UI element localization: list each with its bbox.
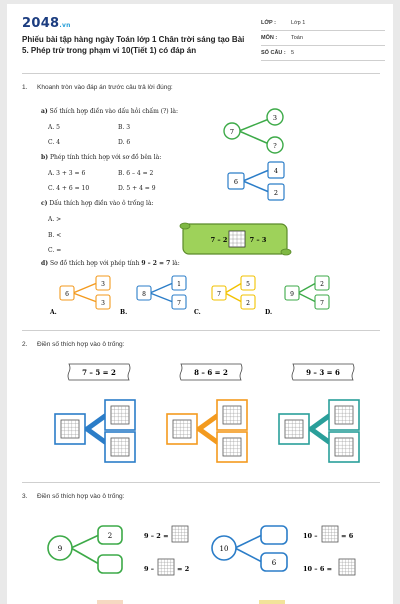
sub-expression: 9 – 2 = 7 xyxy=(141,260,171,267)
part-value: 4 xyxy=(273,167,279,175)
option-letter: B. xyxy=(120,309,128,316)
question-2-heading xyxy=(22,341,124,348)
whole-value: 6 xyxy=(65,291,69,298)
equation-2: 9 – xyxy=(144,565,155,573)
part-value: 6 xyxy=(271,559,277,567)
q1b-option-d[interactable]: D. 5 + 4 = 9 xyxy=(118,185,156,192)
expression-text: 7 – 5 = 2 xyxy=(82,368,116,377)
sub-text: Dấu thích hợp điền vào ô trống là: xyxy=(49,200,154,207)
q1b-option-a[interactable]: A. 3 + 3 = 6 xyxy=(48,170,86,177)
q2-diagram-1 xyxy=(55,400,135,462)
question-text: Khoanh tròn vào đáp án trước câu trả lời đúng: xyxy=(37,84,173,91)
q1a-option-d[interactable]: D. 6 xyxy=(118,139,131,146)
q3-right-diagram xyxy=(212,526,287,571)
equation-2: 10 – 6 = xyxy=(303,565,333,573)
option-letter: D. xyxy=(265,309,273,316)
q3-diagrams xyxy=(7,509,393,604)
question-number: 1. xyxy=(22,84,28,91)
answer-box[interactable] xyxy=(261,526,287,544)
part-value: 2 xyxy=(320,281,324,288)
part-value: 7 xyxy=(177,300,181,307)
q1c-option-a[interactable]: A. > xyxy=(48,216,62,223)
q1b-option-c[interactable]: C. 4 + 6 = 10 xyxy=(48,185,90,192)
equation-1: 9 – 2 = xyxy=(144,532,169,540)
whole-value: 9 xyxy=(57,545,63,553)
next-item-hint xyxy=(259,600,285,604)
option-letter: A. xyxy=(50,309,57,316)
q1b-box-diagram xyxy=(228,162,284,200)
equation-1-result: = 6 xyxy=(341,532,354,540)
expression-text: 9 – 3 = 6 xyxy=(306,368,340,377)
expression-text: 8 – 6 = 2 xyxy=(194,368,228,377)
meta-key: LỚP : xyxy=(261,20,276,26)
sub-label: a) xyxy=(41,108,48,115)
q3-left-equations xyxy=(144,526,189,575)
section-divider xyxy=(22,482,380,483)
sub-label: b) xyxy=(41,154,49,161)
part-value: 1 xyxy=(177,281,181,288)
part-value: 7 xyxy=(320,300,324,307)
whole-value: 9 xyxy=(290,291,294,298)
q1d-diagram-b[interactable] xyxy=(120,276,186,316)
sub-text: Số thích hợp điền vào dấu hỏi chấm (?) là: xyxy=(49,108,179,115)
logo-suffix: .vn xyxy=(59,22,71,29)
left-expression: 7 – 2 xyxy=(210,236,228,244)
meta-key: MÔN : xyxy=(261,35,278,41)
part-value: 3 xyxy=(101,281,105,288)
part-value: 2 xyxy=(107,532,113,540)
right-expression: 7 – 3 xyxy=(249,236,267,244)
q1c-option-b[interactable]: B. < xyxy=(48,232,62,239)
question-3-heading xyxy=(22,493,124,500)
q1c-scroll-banner xyxy=(180,223,291,255)
page-title: Phiếu bài tập hàng ngày Toán lớp 1 Chân trời sáng tạo Bài 5. Phép trừ trong phạm vi 10(Tiết 1) có đáp án xyxy=(22,35,245,55)
q1a-option-a[interactable]: A. 5 xyxy=(48,124,60,131)
question-number: 3. xyxy=(22,493,28,500)
part-value: ? xyxy=(273,142,277,150)
q2-diagrams xyxy=(7,354,393,484)
q3-right-equations xyxy=(303,526,355,575)
q2-expression-3 xyxy=(292,364,354,380)
answer-box[interactable] xyxy=(158,559,174,575)
q1d-diagram-d[interactable] xyxy=(265,276,329,316)
sub-label: d) xyxy=(41,260,49,267)
q1a-option-b[interactable]: B. 3 xyxy=(118,124,131,131)
q1a-option-c[interactable]: C. 4 xyxy=(48,139,61,146)
sub-suffix: là: xyxy=(172,260,180,267)
q1a-circle-diagram xyxy=(224,109,283,153)
sub-label: c) xyxy=(41,200,48,207)
question-text: Điền số thích hợp vào ô trống: xyxy=(37,493,125,500)
next-item-hint xyxy=(97,600,123,604)
part-value: 2 xyxy=(273,189,279,197)
answer-box[interactable] xyxy=(339,559,355,575)
meta-value: Toán xyxy=(291,35,303,41)
q1d-diagram-c[interactable] xyxy=(194,276,255,316)
meta-value: Lớp 1 xyxy=(291,20,306,26)
meta-key: SỐ CÂU : xyxy=(261,50,286,56)
q2-diagram-3 xyxy=(279,400,359,462)
equation-1: 10 – xyxy=(303,532,318,540)
part-value: 2 xyxy=(246,300,250,307)
q2-expression-1 xyxy=(68,364,130,380)
question-text: Điền số thích hợp vào ô trống: xyxy=(37,341,125,348)
whole-value: 6 xyxy=(233,178,239,186)
whole-value: 7 xyxy=(217,291,221,298)
q2-expression-2 xyxy=(180,364,242,380)
worksheet-page xyxy=(7,4,393,604)
sub-text: Phép tính thích hợp với sơ đồ bên là: xyxy=(49,154,162,161)
whole-value: 10 xyxy=(219,545,229,553)
section-divider xyxy=(22,330,380,331)
option-letter: C. xyxy=(194,309,201,316)
logo-text: 2048 xyxy=(22,16,60,31)
answer-box[interactable] xyxy=(98,555,122,573)
sub-text: Sơ đồ thích hợp với phép tính xyxy=(49,260,140,267)
q1c-option-c[interactable]: C. = xyxy=(48,247,62,254)
part-value: 3 xyxy=(272,114,278,122)
equation-2-result: = 2 xyxy=(177,565,190,573)
meta-value: 5 xyxy=(291,50,295,56)
whole-value: 8 xyxy=(142,291,146,298)
q1b-option-b[interactable]: B. 6 – 4 = 2 xyxy=(118,170,154,177)
part-value: 3 xyxy=(101,300,105,307)
q1-diagrams xyxy=(7,4,393,334)
answer-box[interactable] xyxy=(172,526,188,542)
q1d-diagram-a[interactable] xyxy=(49,276,110,316)
answer-box[interactable] xyxy=(322,526,338,542)
question-number: 2. xyxy=(22,341,28,348)
whole-value: 7 xyxy=(229,128,235,136)
q3-left-diagram xyxy=(48,526,122,573)
part-value: 5 xyxy=(246,281,250,288)
q2-diagram-2 xyxy=(167,400,247,462)
